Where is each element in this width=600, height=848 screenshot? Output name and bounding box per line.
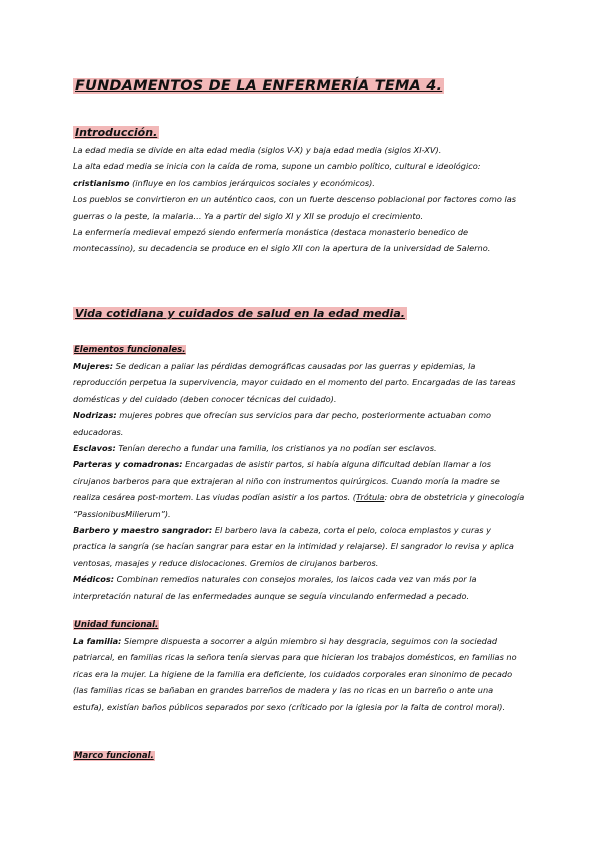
entry-nodrizas <box>73 407 525 440</box>
elementos-body <box>73 358 525 604</box>
entry-label: Médicos: <box>73 574 114 585</box>
entry-text: Siempre dispuesta a socorrer a algún miembro si hay desgracia, seguimos con la sociedad patriarcal, en familias ricas la señora tenía siervas para que hicieran los trabajos domésticos, en familias no ricas era la mujer. La higiene de la familia era deficiente, los cuidados corporales eran sinonimo de pecado (las familias ricas se bañaban en grandes barreños de madera y las no ricas en un barreño o ante una estufa), existían baños públicos separados por sexo (críticado por la iglesia por la falta de control moral). <box>73 636 517 712</box>
unidad-heading: Unidad funcional. <box>74 620 159 630</box>
trotula-term: Trótula <box>356 492 385 503</box>
entry-text: Tenían derecho a fundar una familia, los cristianos ya no podían ser esclavos. <box>115 443 437 454</box>
entry-barbero <box>73 522 525 571</box>
entry-mujeres <box>73 358 525 407</box>
intro-heading: Introducción. <box>75 126 158 139</box>
intro-body <box>73 142 525 257</box>
entry-label: Nodrizas: <box>73 410 117 421</box>
unidad-body <box>73 633 525 715</box>
entry-text: mujeres pobres que ofrecían sus servicios para dar pecho, posteriormente actuaban como educadoras. <box>73 410 492 437</box>
entry-parteras <box>73 456 525 522</box>
elementos-heading: Elementos funcionales. <box>74 345 186 355</box>
intro-text: La alta edad media se inicia con la caída de roma, supone un cambio político, cultural e ideológico: <box>73 161 481 172</box>
page-title: FUNDAMENTOS DE LA ENFERMERÍA TEMA 4. <box>75 78 443 94</box>
intro-text: (influye en los cambios jerárquicos sociales y económicos). <box>129 177 375 188</box>
intro-paragraph <box>73 158 525 191</box>
entry-text: Encargadas de asistir partos, si había alguna dificultad debían llamar a los cirujanos barberos para que extrajeran al niño con instrumentos quirúrgicos. Cuando moría la madre se realiza cesárea post-mortem. Las viudas podían asistir a los partos. ( <box>73 459 500 503</box>
intro-paragraph: La edad media se divide en alta edad media (siglos V-X) y baja edad media (siglos XI-XV). <box>73 145 442 155</box>
entry-text: Se dedican a paliar las pérdidas demográficas causadas por las guerras y epidemias, la reproducción perpetua la supervivencia, mayor cuidado en el momento del parto. Encargadas de las tareas domésticas y del cuidado (deben conocer técnicas del cuidado). <box>73 361 516 404</box>
entry-label: Barbero y maestro sangrador: <box>73 525 213 536</box>
entry-medicos <box>73 571 525 604</box>
intro-paragraph: Los pueblos se convirtieron en un auténtico caos, con un fuerte descenso poblacional por factores como las guerras o la peste, la malaria… Ya a partir del siglo XI y XII se produjo el crecimiento. <box>73 194 517 221</box>
entry-label: La familia: <box>73 636 122 646</box>
entry-label: Esclavos: <box>73 443 116 454</box>
marco-heading: Marco funcional. <box>74 751 154 761</box>
entry-familia <box>73 633 525 715</box>
intro-paragraph: La enfermería medieval empezó siendo enfermería monástica (destaca monasterio benedico de montecassino), su decadencia se produce en el siglo XII con la apertura de la universidad de Salerno. <box>73 227 491 254</box>
entry-label: Parteras y comadronas: <box>73 459 183 470</box>
entry-text: Combinan remedios naturales con consejos morales, los laicos cada vez van más por la interpretación natural de las enfermedades aunque se seguía vinculando enfermedad a pecado. <box>73 574 477 601</box>
intro-bold-term: cristianismo <box>73 177 130 188</box>
entry-label: Mujeres: <box>73 361 114 371</box>
entry-esclavos <box>73 440 525 456</box>
section-heading: Vida cotidiana y cuidados de salud en la edad media. <box>75 307 405 320</box>
entry-text: : obra de obstetricia y ginecología “PassionibusMilierum”). <box>73 492 525 519</box>
entry-text: El barbero lava la cabeza, corta el pelo, coloca emplastos y curas y practica la sangría (se hacían sangrar para estar en la intimidad y relajarse). El sangrador lo revisa y aplica ventosas, masajes y reduce dislocaciones. Gremios de cirujanos barberos. <box>73 525 514 568</box>
